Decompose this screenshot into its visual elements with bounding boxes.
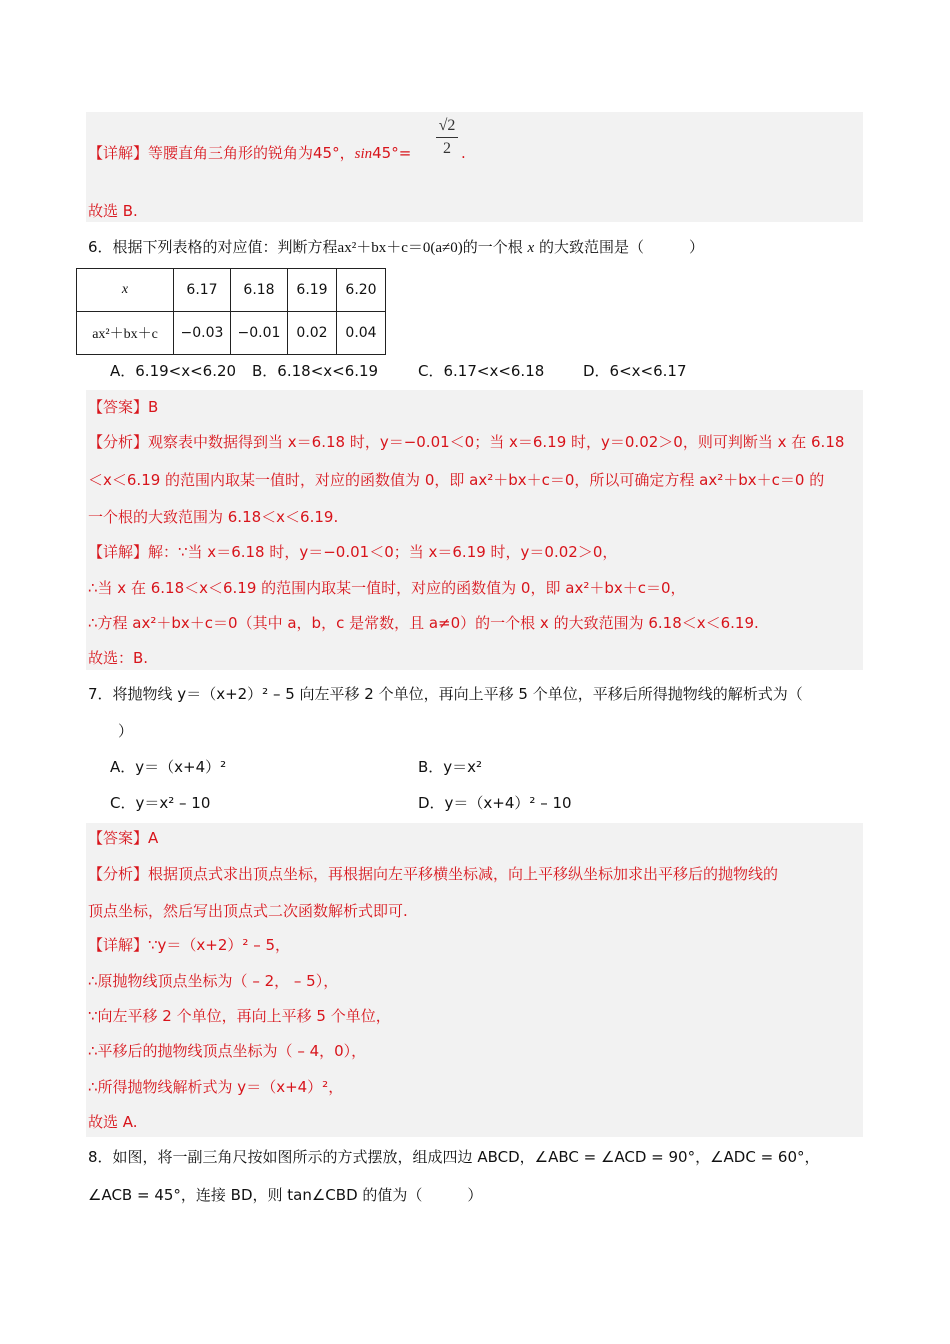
table-cell: 6.17 [174, 269, 231, 312]
q7-stem-line2: ） [118, 722, 134, 740]
q7-stem-line1: 7．将抛物线 y＝（x+2）² – 5 向左平移 2 个单位，再向上平移 5 个单位，平移后所得抛物线的解析式为（ [88, 685, 803, 703]
q7-option-c[interactable]: C．y＝x² – 10 [110, 794, 211, 812]
table-row [77, 269, 386, 312]
q7-analysis-line: 【分析】根据顶点式求出顶点坐标，再根据向左平移横坐标减，向上平移纵坐标加求出平移后的抛物线的 [88, 865, 779, 883]
q5-fraction [433, 116, 461, 159]
q6-answer: 【答案】B [88, 398, 159, 416]
q7-option-d[interactable]: D．y＝（x+4）² – 10 [418, 794, 572, 812]
table-cell: 6.18 [231, 269, 288, 312]
q6-option-d[interactable]: D．6<x<6.17 [583, 362, 687, 380]
q7-conclusion: 故选 A. [88, 1113, 138, 1131]
q6-option-b[interactable]: B．6.18<x<6.19 [252, 362, 379, 380]
q8-stem-line2: ∠ACB = 45°，连接 BD，则 tan∠CBD 的值为（ ） [88, 1186, 483, 1204]
q6-option-a[interactable]: A．6.19<x<6.20 [110, 362, 237, 380]
q5-detail [88, 142, 411, 165]
table-cell-x-label: x [77, 269, 174, 312]
q5-solution-panel [86, 112, 863, 222]
q7-analysis-line: 顶点坐标，然后写出顶点式二次函数解析式即可. [88, 902, 408, 920]
q6-detail-line: 【详解】解：∵当 x＝6.18 时，y＝−0.01＜0；当 x＝6.19 时，y＝0.02＞0， [88, 543, 618, 561]
q6-stem-post: 的一个根 [462, 238, 523, 256]
table-cell: 6.19 [288, 269, 337, 312]
table-cell: 0.02 [288, 312, 337, 355]
q5-conclusion: 故选 B. [88, 202, 138, 220]
q5-frac-denominator: 2 [443, 140, 451, 157]
q7-answer: 【答案】A [88, 829, 159, 847]
q8-stem-line1: 8．如图，将一副三角尺按如图所示的方式摆放，组成四边 ABCD，∠ABC = ∠ACD = 90°，∠ADC = 60°， [88, 1148, 820, 1166]
q5-end-dot: . [461, 144, 466, 162]
q6-detail-line: ∴方程 ax²＋bx＋c＝0（其中 a，b，c 是常数，且 a≠0）的一个根 x 的大致范围为 6.18＜x＜6.19. [88, 614, 759, 632]
table-cell-expr-label: ax²＋bx＋c [77, 312, 174, 355]
table-cell: −0.03 [174, 312, 231, 355]
q7-option-b[interactable]: B．y＝x² [418, 758, 483, 776]
q5-sin-rest: 45°= [372, 144, 412, 162]
q6-option-c[interactable]: C．6.17<x<6.18 [418, 362, 545, 380]
q6-conclusion: 故选：B. [88, 649, 149, 667]
q5-detail-tag: 【详解】 [88, 144, 149, 162]
q6-stem-eq: ax²＋bx＋c＝0(a≠0) [337, 240, 463, 256]
q6-detail-line: ∴当 x 在 6.18＜x＜6.19 的范围内取某一值时，对应的函数值为 0，即 ax²＋bx＋c＝0， [88, 579, 686, 597]
table-cell: −0.01 [231, 312, 288, 355]
q5-sin-label: sin [354, 146, 373, 162]
table-cell: 6.20 [337, 269, 386, 312]
q6-stem [88, 236, 704, 259]
q6-analysis-line: 一个根的大致范围为 6.18＜x＜6.19. [88, 508, 339, 526]
q5-detail-text: 等腰直角三角形的锐角为45°， [148, 144, 355, 162]
q7-detail-line: ∴原抛物线顶点坐标为（ – 2， – 5）， [88, 972, 339, 990]
q6-stem-end: 的大致范围是（ ） [539, 238, 705, 256]
q6-analysis-line: ＜x＜6.19 的范围内取某一值时，对应的函数值为 0，即 ax²＋bx＋c＝0，所以可确定方程 ax²＋bx＋c＝0 的 [88, 471, 825, 489]
q5-frac-numerator: √2 [438, 117, 456, 134]
q6-analysis-line: 【分析】观察表中数据得到当 x＝6.18 时，y＝−0.01＜0；当 x＝6.19 时，y＝0.02＞0，则可判断当 x 在 6.18 [88, 433, 845, 451]
q6-value-table [76, 268, 386, 355]
table-row [77, 312, 386, 355]
q7-detail-line: 【详解】∵y＝（x+2）² – 5， [88, 936, 291, 954]
q7-detail-line: ∴所得抛物线解析式为 y＝（x+4）²， [88, 1078, 344, 1096]
q6-stem-pre: 6．根据下列表格的对应值：判断方程 [88, 238, 338, 256]
q7-detail-line: ∴平移后的抛物线顶点坐标为（ – 4，0）， [88, 1042, 367, 1060]
q7-detail-line: ∵向左平移 2 个单位，再向上平移 5 个单位， [88, 1007, 391, 1025]
q7-option-a[interactable]: A．y＝（x+4）² [110, 758, 227, 776]
q6-stem-x: x [527, 240, 535, 256]
q5-frac-bar [436, 137, 458, 138]
table-cell: 0.04 [337, 312, 386, 355]
